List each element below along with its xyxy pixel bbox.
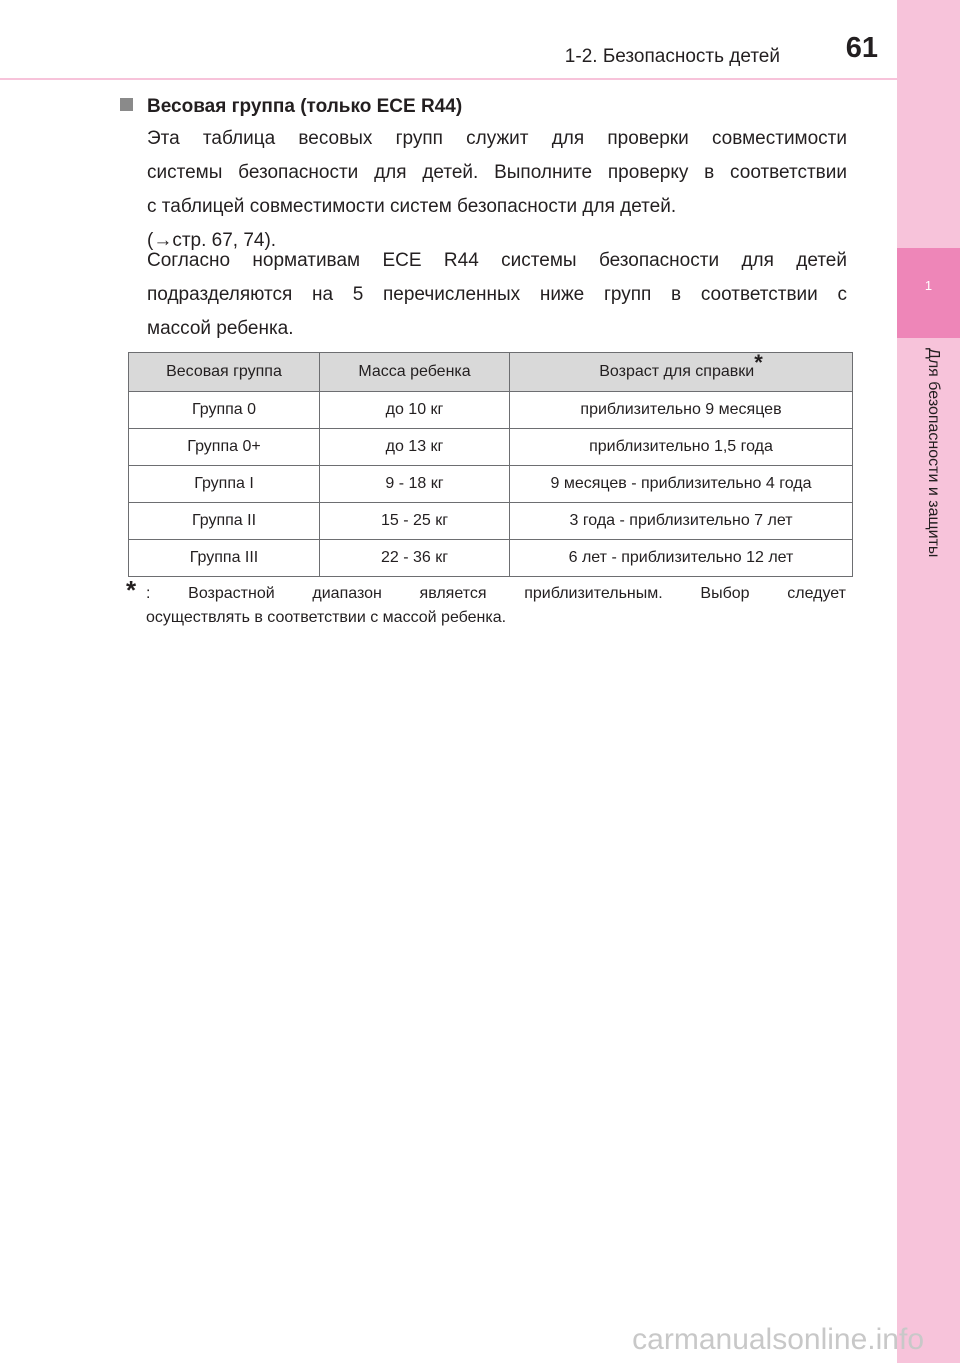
chapter-number: 1 — [924, 278, 933, 293]
paragraph-line: подразделяются на 5 перечисленных ниже групп в соответствии с — [147, 284, 847, 305]
section-title: 1-2. Безопасность детей — [564, 46, 780, 67]
paragraph-line: массой ребенка. — [147, 318, 294, 339]
paragraph-line: Эта таблица весовых групп служит для проверки совместимости — [147, 128, 847, 149]
header-divider — [0, 78, 897, 80]
square-bullet-icon — [120, 98, 133, 111]
table-footnote — [126, 575, 846, 630]
groups-paragraph — [147, 244, 847, 346]
page-reference-link[interactable]: (→стр. 67, 74). — [147, 230, 277, 251]
table-cell: 6 лет - приблизительно 12 лет — [510, 540, 853, 577]
site-watermark: carmanualsonline.info — [632, 1323, 924, 1356]
table-row — [129, 392, 853, 429]
table-cell: Группа III — [129, 540, 320, 577]
table-cell: Группа II — [129, 503, 320, 540]
table-row — [129, 429, 853, 466]
heading-text: Весовая группа (только ECE R44) — [147, 96, 463, 117]
chapter-title: Для безопасности и защиты — [925, 348, 942, 558]
footnote-mark: * — [754, 350, 763, 375]
chapter-number-tab[interactable] — [897, 248, 960, 338]
intro-paragraph — [147, 122, 847, 258]
table-cell: 22 - 36 кг — [320, 540, 510, 577]
section-heading — [120, 93, 462, 121]
footnote-mark: * — [126, 575, 137, 605]
paragraph-line: системы безопасности для детей. Выполните проверку в соответствии — [147, 162, 847, 183]
table-cell: 15 - 25 кг — [320, 503, 510, 540]
footnote-line: осуществлять в соответствии с массой ребенка. — [146, 609, 507, 626]
table-cell: до 13 кг — [320, 429, 510, 466]
table-cell: 3 года - приблизительно 7 лет — [510, 503, 853, 540]
table-cell: до 10 кг — [320, 392, 510, 429]
footnote-line: : Возрастной диапазон является приблизительным. Выбор следует — [146, 585, 846, 602]
table-cell: 9 месяцев - приблизительно 4 года — [510, 466, 853, 503]
page-number: 61 — [845, 32, 878, 64]
column-header-reference-age: Возраст для справки* — [510, 353, 853, 392]
weight-group-table — [128, 352, 853, 577]
table-row — [129, 466, 853, 503]
paragraph-line: Согласно нормативам ECE R44 системы безопасности для детей — [147, 250, 847, 271]
table-row — [129, 503, 853, 540]
table-cell: Группа I — [129, 466, 320, 503]
table-cell: 9 - 18 кг — [320, 466, 510, 503]
table-row — [129, 540, 853, 577]
column-header-weight-group: Весовая группа — [129, 353, 320, 392]
table-cell: приблизительно 9 месяцев — [510, 392, 853, 429]
paragraph-line: с таблицей совместимости систем безопасности для детей. — [147, 196, 677, 217]
table-cell: Группа 0 — [129, 392, 320, 429]
column-header-child-mass: Масса ребенка — [320, 353, 510, 392]
table-cell: Группа 0+ — [129, 429, 320, 466]
table-cell: приблизительно 1,5 года — [510, 429, 853, 466]
chapter-side-tab — [897, 0, 960, 1363]
table-header-row — [129, 353, 853, 392]
